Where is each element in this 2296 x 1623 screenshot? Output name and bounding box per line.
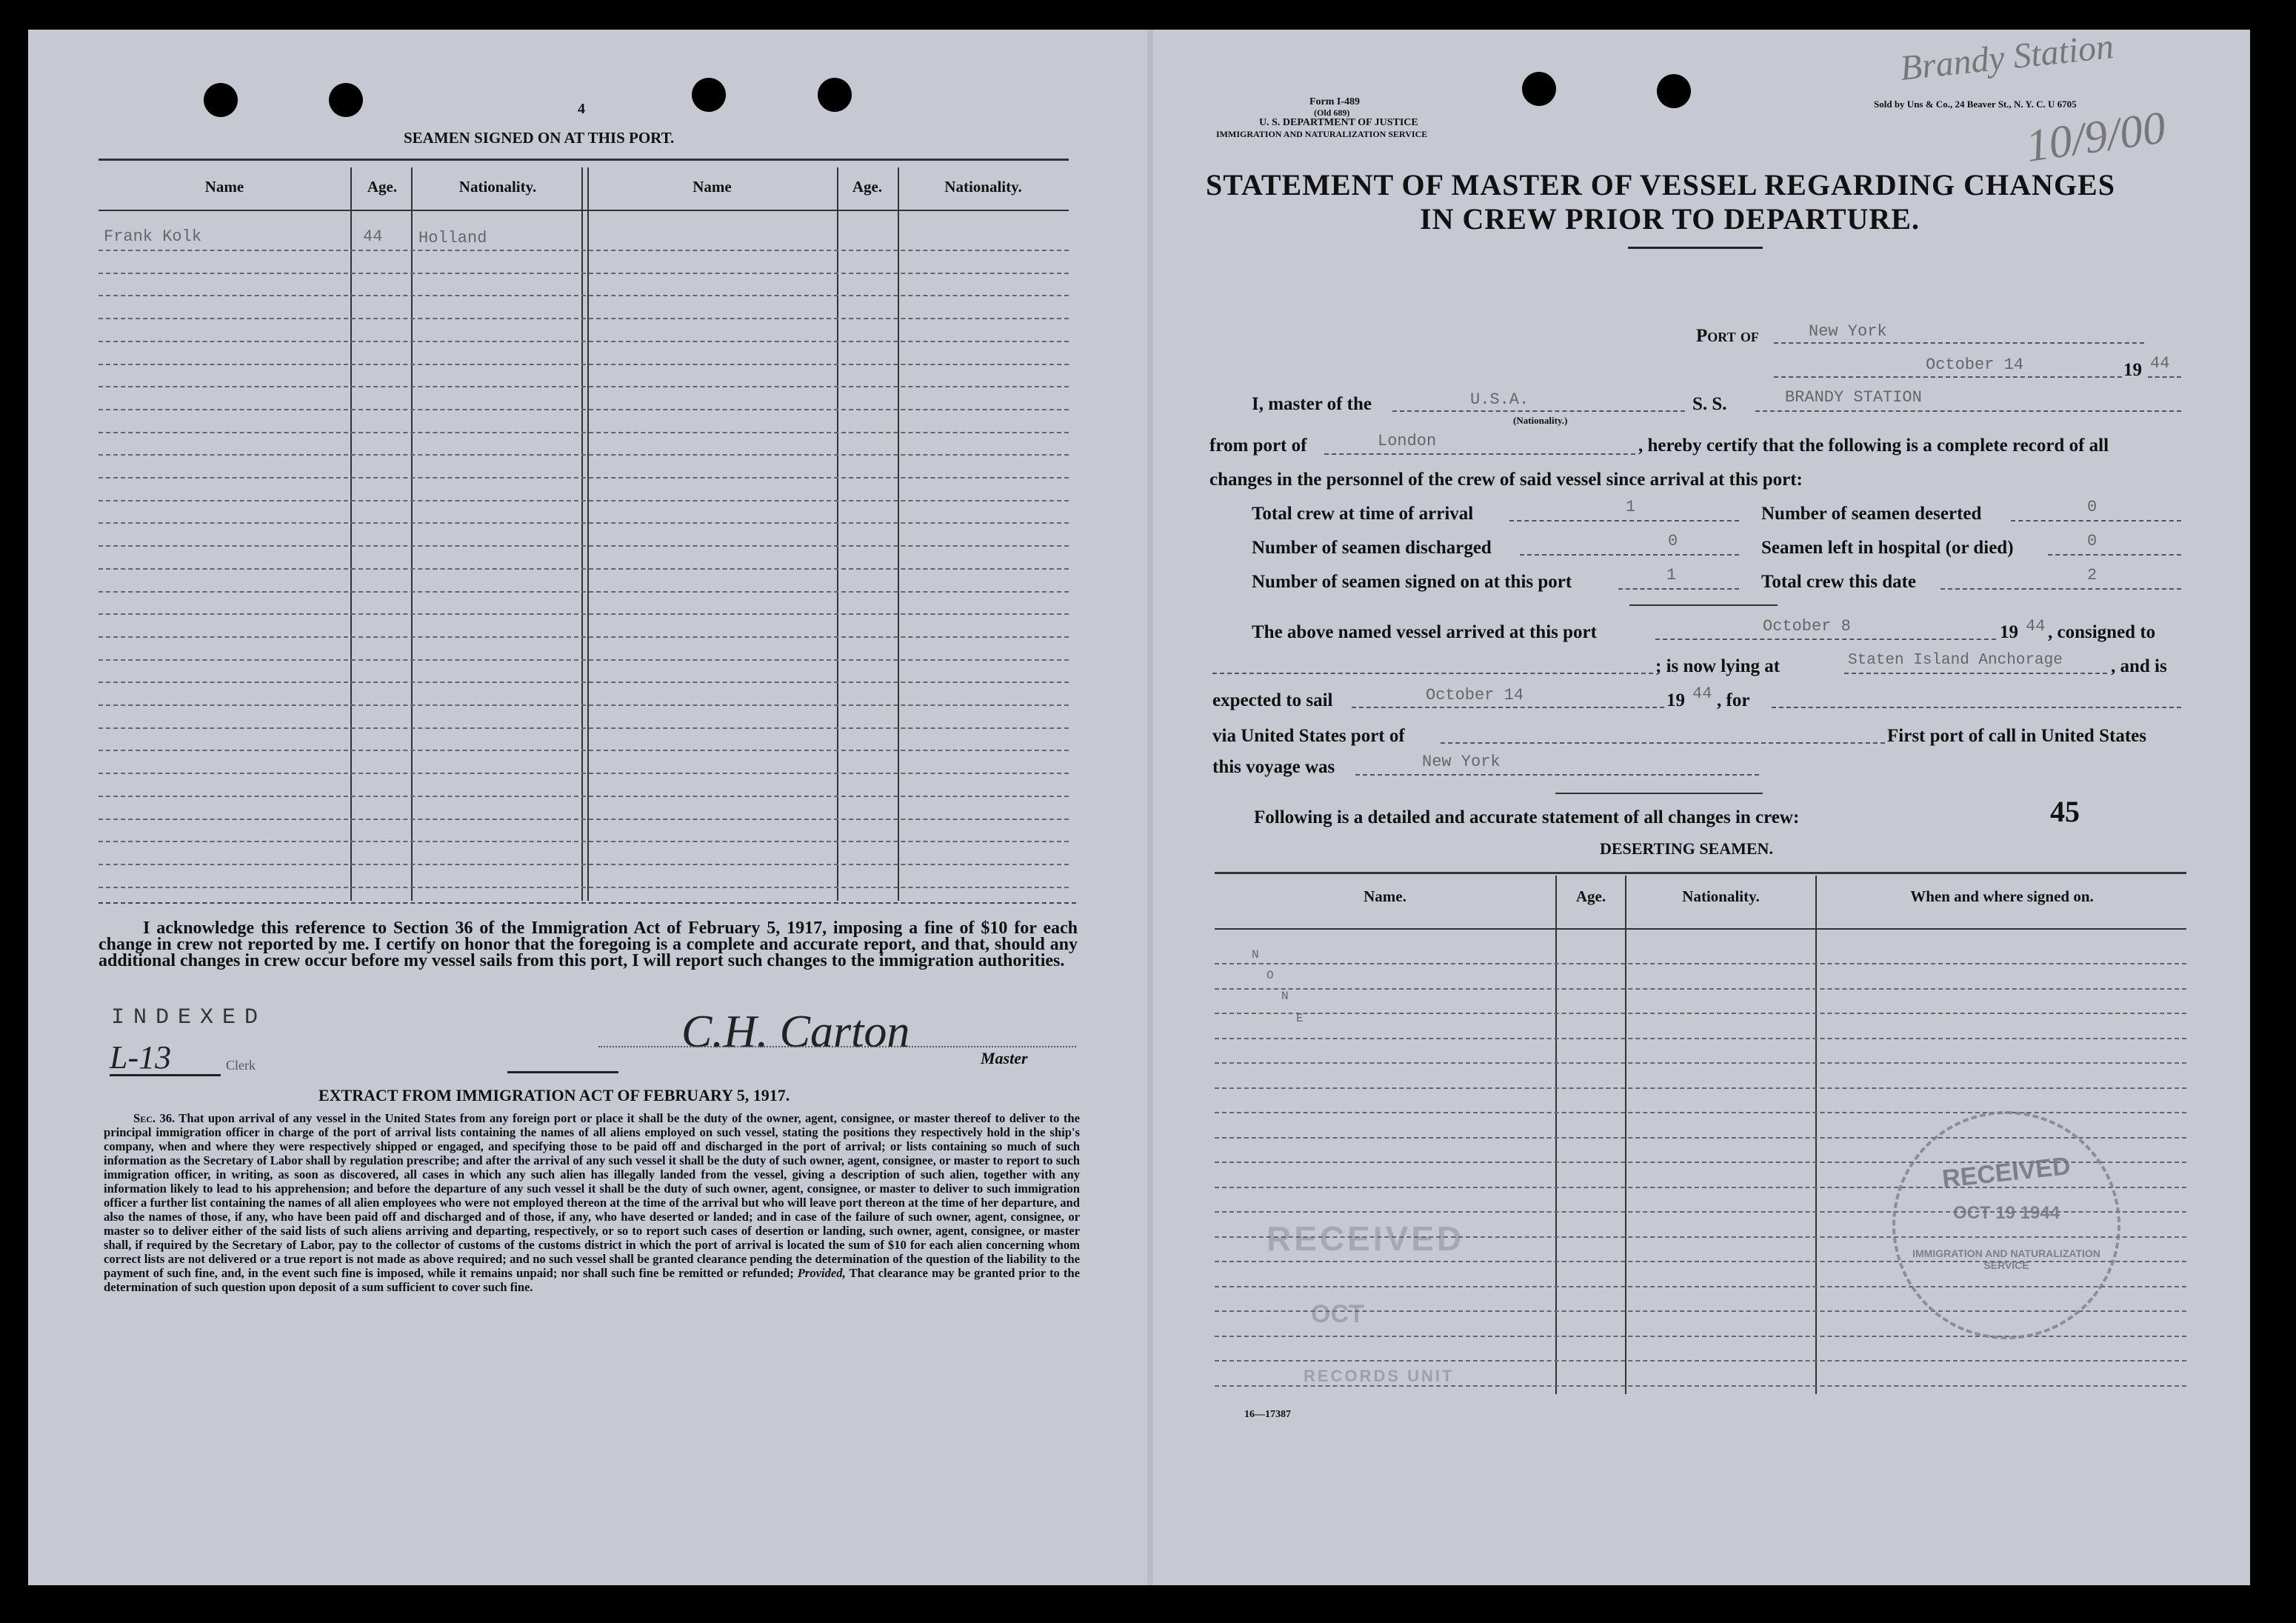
table-row bbox=[99, 409, 1069, 410]
table-row bbox=[99, 273, 1069, 274]
column-divider bbox=[411, 167, 413, 901]
extract-provided: Provided, bbox=[797, 1266, 846, 1280]
date-underline bbox=[1774, 376, 2122, 378]
table-row bbox=[99, 659, 1069, 661]
table-row bbox=[1215, 1038, 2186, 1039]
column-divider bbox=[1555, 876, 1557, 1394]
table-row bbox=[1215, 1062, 2186, 1064]
signed-on-label: Number of seamen signed on at this port bbox=[1252, 572, 1572, 592]
vessel-underline bbox=[1755, 410, 2181, 412]
table-row bbox=[1215, 1336, 2186, 1337]
table-row bbox=[99, 500, 1069, 501]
changes-text: changes in the personnel of the crew of said vessel since arrival at this port: bbox=[1209, 470, 1803, 490]
table-row bbox=[99, 887, 1069, 888]
table-row bbox=[99, 773, 1069, 774]
vessel-name: BRANDY STATION bbox=[1785, 388, 1922, 407]
deserting-entry: N bbox=[1281, 990, 1289, 1003]
section-title: SEAMEN SIGNED ON AT THIS PORT. bbox=[404, 129, 675, 147]
title-line-1: STATEMENT OF MASTER OF VESSEL REGARDING CHANGES bbox=[1206, 168, 2115, 201]
indexed-clerk: Clerk bbox=[226, 1058, 256, 1073]
department: U. S. DEPARTMENT OF JUSTICE bbox=[1259, 117, 1418, 128]
port-of-value: New York bbox=[1809, 322, 1887, 341]
page-number: 4 bbox=[578, 101, 585, 117]
deserting-col-name: Name. bbox=[1364, 887, 1406, 905]
title-rule bbox=[1628, 247, 1763, 249]
received-seal-title: RECEIVED bbox=[1940, 1152, 2072, 1193]
table-row bbox=[1215, 988, 2186, 990]
handwritten-note: Brandy Station bbox=[1898, 27, 2116, 88]
master-signature: C.H. Carton bbox=[681, 1007, 910, 1057]
extract-end: That clearance may be granted prior to the determination of such question upon deposit of a sum sufficient to cover such fine. bbox=[104, 1266, 1080, 1294]
deserting-entry: N bbox=[1252, 948, 1259, 962]
table-row bbox=[99, 341, 1069, 342]
nationality-underline bbox=[1392, 410, 1685, 412]
hospital-label: Seamen left in hospital (or died) bbox=[1761, 538, 2014, 558]
table-row-age: 44 bbox=[363, 227, 383, 246]
table-row bbox=[1215, 963, 2186, 964]
table-row bbox=[1215, 1385, 2186, 1387]
extract-body bbox=[104, 1111, 1080, 1294]
table-row bbox=[1215, 1360, 2186, 1362]
table-row bbox=[99, 364, 1069, 365]
form-old: (Old 689) bbox=[1314, 107, 1350, 118]
column-divider bbox=[350, 167, 352, 901]
signature-line bbox=[598, 1046, 1076, 1047]
year-value: 44 bbox=[2150, 354, 2170, 373]
deserting-entry: E bbox=[1296, 1012, 1304, 1025]
table-row bbox=[99, 613, 1069, 615]
for-label: , for bbox=[1717, 690, 1750, 710]
from-port-value: London bbox=[1378, 432, 1437, 450]
service: IMMIGRATION AND NATURALIZATION SERVICE bbox=[1216, 129, 1428, 139]
ss-label: S. S. bbox=[1692, 394, 1727, 414]
col-header-age: Age. bbox=[367, 178, 398, 196]
column-divider bbox=[1625, 876, 1626, 1394]
col-header-age: Age. bbox=[852, 178, 883, 196]
table-row bbox=[99, 819, 1069, 820]
stat-underline bbox=[1520, 554, 1739, 556]
col-header-nationality: Nationality. bbox=[458, 178, 537, 196]
indexed-stamp: INDEXED bbox=[111, 1005, 267, 1030]
total-crew-arrival-label: Total crew at time of arrival bbox=[1252, 504, 1474, 524]
discharged-value: 0 bbox=[1668, 532, 1678, 550]
column-divider bbox=[581, 167, 583, 901]
table-row bbox=[1215, 1112, 2186, 1113]
document-sheet bbox=[28, 30, 2250, 1585]
discharged-label: Number of seamen discharged bbox=[1252, 538, 1492, 558]
table-row bbox=[99, 568, 1069, 570]
table-row bbox=[99, 318, 1069, 319]
port-of-underline bbox=[1774, 342, 2144, 344]
certify-text: , hereby certify that the following is a complete record of all bbox=[1638, 436, 2109, 456]
acknowledgment-text: I acknowledge this reference to Section 36 of the Immigration Act of February 5, 1917, imposing a fine of $10 for each change in crew not reported by me. I certify on honor that the foregoing is a complete and accurate report, and that, should any additional changes in crew occur before my vessel sails from this port, I will report such changes to the immigration authorities. bbox=[99, 919, 1078, 970]
header-rule bbox=[99, 210, 1069, 211]
column-divider bbox=[587, 167, 589, 901]
table-row bbox=[99, 295, 1069, 296]
table-row-name: Frank Kolk bbox=[104, 227, 202, 246]
from-port-underline bbox=[1324, 453, 1635, 455]
arrived-year: 44 bbox=[2026, 617, 2046, 636]
table-row bbox=[99, 250, 1069, 251]
extract-section: Sec. 36. bbox=[133, 1111, 176, 1125]
voyage-underline bbox=[1355, 774, 1759, 776]
voyage-rule bbox=[1555, 793, 1763, 794]
stat-underline bbox=[1509, 520, 1739, 521]
indexed-mark: L-13 bbox=[110, 1039, 172, 1076]
signed-on-value: 1 bbox=[1666, 566, 1677, 584]
deserting-header-rule bbox=[1215, 928, 2186, 930]
year-prefix: 19 bbox=[2123, 360, 2142, 380]
table-row bbox=[99, 681, 1069, 683]
via-label: via United States port of bbox=[1212, 726, 1405, 746]
total-crew-date-label: Total crew this date bbox=[1761, 572, 1917, 592]
table-bottom-rule bbox=[99, 902, 1076, 904]
arrived-value: October 8 bbox=[1763, 617, 1851, 636]
lying-underline bbox=[1844, 673, 2107, 674]
punch-hole bbox=[692, 78, 726, 112]
nationality-value: U.S.A. bbox=[1470, 390, 1529, 409]
stat-underline bbox=[2048, 554, 2181, 556]
table-row bbox=[1215, 1087, 2186, 1089]
table-row bbox=[99, 454, 1069, 456]
and-is: , and is bbox=[2111, 656, 2167, 676]
arrived-year-prefix: 19 bbox=[2000, 622, 2018, 642]
table-row bbox=[99, 432, 1069, 433]
arrived-underline bbox=[1655, 639, 1996, 640]
total-crew-arrival-value: 1 bbox=[1626, 498, 1636, 516]
first-port-label: First port of call in United States bbox=[1887, 726, 2146, 746]
center-fold bbox=[1147, 30, 1153, 1585]
punch-hole bbox=[818, 78, 852, 112]
nationality-caption: (Nationality.) bbox=[1513, 415, 1568, 426]
table-row bbox=[99, 522, 1069, 524]
stat-underline bbox=[2011, 520, 2181, 521]
master-label: Master bbox=[981, 1049, 1028, 1067]
column-divider bbox=[898, 167, 899, 901]
title-line-2: IN CREW PRIOR TO DEPARTURE. bbox=[1420, 202, 1920, 236]
col-header-nationality: Nationality. bbox=[944, 178, 1022, 196]
expected-value: October 14 bbox=[1426, 686, 1524, 704]
form-number: Form I-489 bbox=[1309, 96, 1361, 107]
for-underline bbox=[1772, 707, 2181, 708]
records-unit-stamp: RECORDS UNIT bbox=[1304, 1367, 1455, 1385]
expected-label: expected to sail bbox=[1212, 690, 1333, 710]
voyage-value: New York bbox=[1422, 753, 1501, 771]
table-row bbox=[99, 591, 1069, 593]
indexed-underline bbox=[110, 1074, 221, 1076]
deserting-entry: O bbox=[1267, 969, 1274, 982]
table-row bbox=[99, 704, 1069, 706]
voyage-label: this voyage was bbox=[1212, 757, 1335, 777]
deserting-col-age: Age. bbox=[1575, 887, 1606, 905]
expected-underline bbox=[1352, 707, 1664, 708]
port-of-label: Port of bbox=[1696, 326, 1759, 346]
table-row bbox=[99, 750, 1069, 751]
lying-label: ; is now lying at bbox=[1655, 656, 1781, 676]
punch-hole bbox=[1657, 74, 1691, 108]
column-divider bbox=[837, 167, 838, 901]
expected-year: 44 bbox=[1692, 684, 1712, 703]
table-row bbox=[99, 386, 1069, 387]
handwritten-date: 10/9/00 bbox=[2023, 102, 2169, 172]
from-port-label: from port of bbox=[1209, 436, 1307, 456]
stat-underline bbox=[1618, 588, 1739, 590]
hospital-value: 0 bbox=[2087, 532, 2098, 550]
lying-value: Staten Island Anchorage bbox=[1848, 652, 2063, 669]
table-row bbox=[99, 727, 1069, 729]
following-text: Following is a detailed and accurate statement of all changes in crew: bbox=[1254, 807, 1800, 827]
total-crew-date-value: 2 bbox=[2087, 566, 2098, 584]
deserting-top-rule bbox=[1215, 872, 2186, 874]
table-top-rule bbox=[99, 159, 1069, 161]
received-seal bbox=[1892, 1111, 2120, 1339]
year-underline bbox=[2148, 376, 2181, 378]
table-row bbox=[99, 477, 1069, 479]
received-seal-date: OCT 19 1944 bbox=[1952, 1203, 2060, 1223]
deserting-title: DESERTING SEAMEN. bbox=[1600, 839, 1773, 858]
col-header-name: Name bbox=[693, 178, 732, 196]
received-seal-ring: IMMIGRATION AND NATURALIZATION SERVICE bbox=[1912, 1247, 2100, 1271]
received-stamp-left-date: OCT bbox=[1311, 1300, 1364, 1328]
consignee-underline bbox=[1212, 673, 1653, 674]
punch-hole bbox=[1522, 72, 1556, 106]
punch-hole bbox=[204, 83, 238, 117]
extract-title: EXTRACT FROM IMMIGRATION ACT OF FEBRUARY 5, 1917. bbox=[318, 1086, 790, 1104]
table-row bbox=[99, 864, 1069, 865]
stat-underline bbox=[1940, 588, 2181, 590]
col-header-name: Name bbox=[204, 178, 244, 196]
deserting-col-signed-on: When and where signed on. bbox=[1910, 887, 2094, 905]
expected-year-prefix: 19 bbox=[1666, 690, 1685, 710]
table-row bbox=[99, 545, 1069, 547]
extract-rule bbox=[507, 1071, 618, 1073]
sheet-number: 45 bbox=[2050, 795, 2080, 828]
table-row-nationality: Holland bbox=[418, 229, 487, 247]
table-row bbox=[99, 796, 1069, 797]
punch-hole bbox=[329, 83, 363, 117]
stats-rule bbox=[1629, 604, 1778, 606]
master-of-label: I, master of the bbox=[1252, 394, 1372, 414]
column-divider bbox=[1815, 876, 1817, 1394]
table-row bbox=[1215, 1013, 2186, 1014]
arrived-label: The above named vessel arrived at this port bbox=[1252, 622, 1597, 642]
deserted-label: Number of seamen deserted bbox=[1761, 504, 1982, 524]
table-row bbox=[99, 636, 1069, 638]
seller-imprint: Sold by Uns & Co., 24 Beaver St., N. Y. C. U 6705 bbox=[1874, 99, 2077, 110]
deserting-col-nationality: Nationality. bbox=[1682, 887, 1760, 905]
consigned-label: , consigned to bbox=[2048, 622, 2156, 642]
received-stamp-left: RECEIVED bbox=[1267, 1219, 1465, 1258]
table-row bbox=[99, 841, 1069, 842]
via-underline bbox=[1441, 742, 1885, 744]
deserted-value: 0 bbox=[2087, 498, 2098, 516]
form-code: 16—17387 bbox=[1244, 1409, 1291, 1420]
extract-text: That upon arrival of any vessel in the United States from any foreign port or place it shall be the duty of the owner, agent, consignee, or master thereof to deliver to the principal immigration officer in charge of the port of arrival lists containing the names of all aliens employed on such vessel, stating the positions they respectively hold in the ship's company, when and where they were respectively shipped or engaged, and specifying those to be paid off and discharged in the port of arrival; or lists containing so much of such information as the Secretary of Labor shall by regulation prescribe; and after the arrival of any such vessel it shall be the duty of such owner, agent, consignee, or master to report to such immigration officer, in writing, as soon as discovered, all cases in which any such alien has illegally landed from the vessel, giving a description of such alien, together with any information likely to lead to his apprehension; and before the departure of any such vessel it shall be the duty of such owner, agent, consignee, or master to deliver to such immigration officer a further list containing the names of all alien employees who were not employed thereon at the time of the arrival but who will leave port thereon at the time of her departure, and also the names of those, if any, who have been paid off and discharged and of those, if any, who have deserted or landed; and in case of the failure of such owner, agent, consignee, or master so to deliver either of the said lists of such aliens arriving and departing, respectively, or so to report such cases of desertion or landing, such owner, agent, consignee, or master shall, if required by the Secretary of Labor, pay to the collector of customs of the customs district in which the port of arrival is located the sum of $10 for each alien concerning whom correct lists are not delivered or a true report is not made as above required; and no such vessel shall be granted clearance pending the determination of the question of the liability to the payment of such fine, and, in the event such fine is imposed, while it remains unpaid; nor shall such fine be remitted or refunded; bbox=[104, 1111, 1080, 1280]
date-value: October 14 bbox=[1926, 356, 2024, 374]
